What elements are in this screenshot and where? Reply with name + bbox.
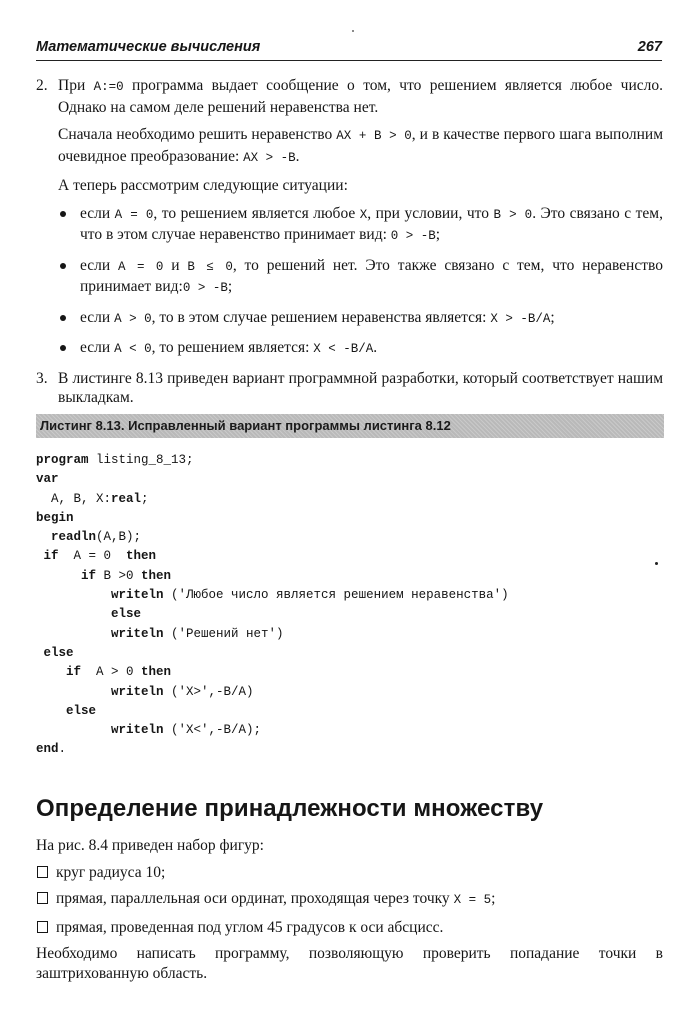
code-line: writeln ('X<',-B/A); (111, 723, 262, 738)
paragraph: Сначала необходимо решить неравенство AX + B > 0, и в качестве первого шага выполним очевидное преобразование: AX > -B. (58, 126, 664, 165)
item-number: 3. (36, 369, 48, 387)
code-listing (36, 451, 664, 760)
list-item: прямая, проведенная под углом 45 градусов к оси абсцисс. (36, 918, 663, 938)
paragraph: А теперь рассмотрим следующие ситуации: (58, 177, 348, 194)
section-body (36, 836, 663, 991)
code-line: if A > 0 then (66, 665, 172, 680)
inline-code: A:=0 (93, 80, 124, 94)
bullet-list (36, 204, 663, 360)
code-line: end. (36, 742, 67, 757)
code-line: writeln ('X>',-B/A) (111, 684, 254, 699)
code-line: writeln ('Любое число является решением неравенства') (111, 588, 509, 603)
code-line: if B >0 then (81, 568, 172, 583)
page-number: 267 (637, 39, 662, 55)
paragraph: При A:=0 программа выдает сообщение о том, что решением является любое число. Однако на самом деле решений неравенства нет. (58, 77, 663, 116)
item-number: 2. (36, 77, 48, 94)
speck (352, 30, 354, 32)
code-line: A, B, X:real; (51, 491, 149, 506)
code-line: else (43, 645, 74, 660)
bullet-icon (60, 345, 66, 351)
section-title: Математические вычисления (36, 39, 261, 55)
list-item: если A = 0, то решением является любое X, при условии, что B > 0. Это связано с тем, что в этом случае неравенство принимает вид: 0 > -B; (58, 204, 663, 247)
list-item: круг радиуса 10; (36, 863, 663, 883)
running-header (36, 38, 662, 61)
code-line: else (66, 703, 97, 718)
code-line: else (111, 607, 142, 622)
code-line: writeln ('Решений нет') (111, 626, 284, 641)
code-line: if A = 0 then (43, 549, 157, 564)
inline-code: AX > -B (243, 150, 296, 165)
code-line: begin (36, 510, 74, 525)
bullet-icon (60, 211, 66, 217)
code-line: var (36, 472, 59, 487)
body-text (36, 76, 663, 416)
paragraph: В листинге 8.13 приведен вариант программной разработки, который соответствует нашим выкладкам. (58, 369, 663, 406)
checkbox-bullet-icon (37, 892, 48, 904)
checkbox-bullet-icon (37, 921, 48, 933)
code-line: program listing_8_13; (36, 453, 194, 467)
inline-code: AX + B > 0 (336, 129, 412, 143)
numbered-item-2 (36, 76, 663, 196)
list-item: если A < 0, то решением является: X < -B/A. (58, 338, 663, 360)
checkbox-bullet-icon (37, 866, 48, 878)
numbered-item-3 (36, 369, 663, 408)
paragraph: На рис. 8.4 приведен набор фигур: (36, 837, 264, 854)
list-item: если A = 0 и B ≤ 0, то решений нет. Это также связано с тем, что неравенство принимает вид:0 > -B; (58, 256, 663, 299)
list-item: прямая, параллельная оси ординат, проходящая через точку X = 5; (36, 889, 663, 911)
paragraph: Необходимо написать программу, позволяющую проверить попадание точки в заштрихованную область. (36, 945, 663, 982)
speck (655, 562, 658, 565)
bullet-icon (60, 315, 66, 321)
code-line: readln(A,B); (51, 530, 142, 545)
listing-caption: Листинг 8.13. Исправленный вариант программы листинга 8.12 (36, 414, 664, 438)
list-item: если A > 0, то в этом случае решением неравенства является: X > -B/A; (58, 308, 663, 330)
section-heading: Определение принадлежности множеству (36, 795, 544, 822)
bullet-icon (60, 263, 66, 269)
